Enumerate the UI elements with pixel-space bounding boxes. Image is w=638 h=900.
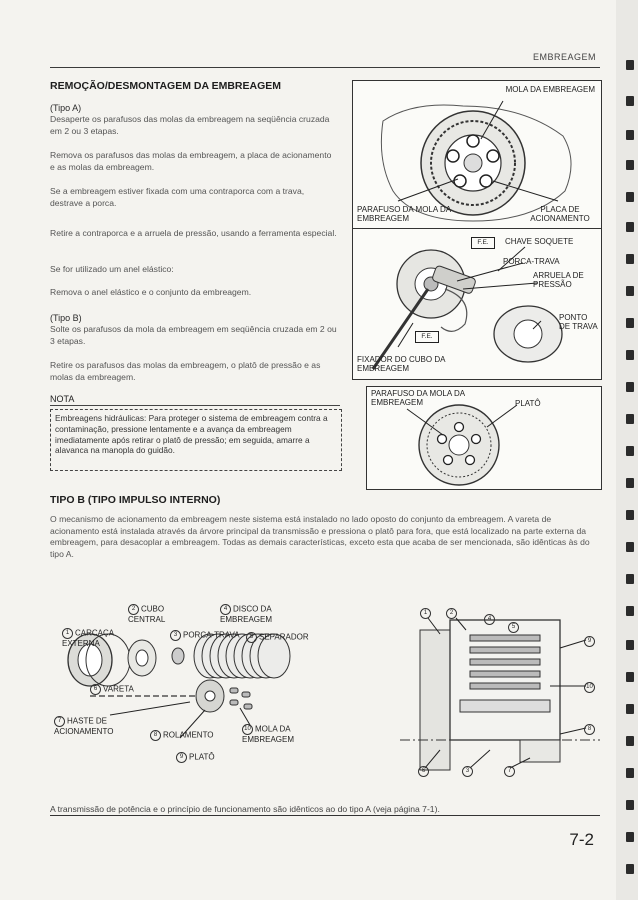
index-tab — [626, 736, 634, 746]
index-tab — [626, 350, 634, 360]
index-tab — [626, 286, 634, 296]
callout-center-hub: 2 CUBO CENTRAL — [128, 604, 166, 624]
page-number: 7-2 — [569, 830, 594, 849]
callout-pressure-plate: PLATÔ — [515, 399, 541, 408]
paragraph: Remova os parafusos das molas da embreagem, a placa de acionamento e as molas da embreagem. — [50, 150, 332, 172]
callout-lock-washer: ARRUELA DE PRESSÃO — [533, 271, 584, 289]
cross-section-label: 3 — [462, 766, 473, 777]
callout-outer-housing: 1 CARCAÇA EXTERNA — [62, 628, 114, 648]
callout-clutch-disc: 4 DISCO DA EMBREAGEM — [220, 604, 273, 624]
index-tab — [626, 542, 634, 552]
index-tab — [626, 222, 634, 232]
special-tool-tag: F.E. — [471, 237, 495, 249]
callout-spring-bolt: PARAFUSO DA MOLA DA EMBREAGEM — [357, 205, 451, 223]
index-tab — [626, 832, 634, 842]
cross-section-drawing — [400, 600, 600, 785]
callout-lock-nut: 3 PORCA-TRAVA — [170, 630, 240, 641]
index-tab — [626, 318, 634, 328]
callout-lock-nut: PORCA-TRAVA — [503, 257, 560, 266]
paragraph: Desaperte os parafusos das molas da embreagem na seqüência cruzada em 2 ou 3 etapas. — [50, 114, 330, 136]
index-tab — [626, 478, 634, 488]
index-tab — [626, 130, 634, 140]
index-tab — [626, 382, 634, 392]
index-tab — [626, 96, 634, 106]
callout-bearing: 8 ROLAMENTO — [150, 730, 230, 741]
cross-section-label: 9 — [584, 636, 595, 647]
paragraph: Se for utilizado um anel elástico: — [50, 264, 174, 274]
paragraph: O mecanismo de acionamento da embreagem neste sistema está instalado no lado oposto do conjunto da embreagem. A vareta de acionamento está instalada através da árvore principal da transmissão e pressiona o platô para fora, que está localizado na parte externa da embreagem, para desacoplar a embreagem. Todas as demais características, exceto esta que acaba de ser mencionada, são idênticas às do tipo A. — [50, 514, 590, 559]
index-tab — [626, 192, 634, 202]
index-tab — [626, 60, 634, 70]
index-tab — [626, 864, 634, 874]
section-title: REMOÇÃO/DESMONTAGEM DA EMBREAGEM — [50, 80, 281, 92]
callout-hub-holder: FIXADOR DO CUBO DA EMBREAGEM — [357, 355, 446, 373]
cross-section-label: 1 — [420, 608, 431, 619]
cross-section-label: 10 — [584, 682, 595, 693]
note-rule — [50, 405, 340, 406]
callout-spring-bolt: PARAFUSO DA MOLA DA EMBREAGEM — [371, 389, 465, 407]
paragraph: Remova o anel elástico e o conjunto da embreagem. — [50, 287, 252, 297]
paragraph: Retire os parafusos das molas da embreagem, o platô de pressão e as molas da embreagem. — [50, 360, 321, 382]
section-title: TIPO B (TIPO IMPULSO INTERNO) — [50, 494, 221, 506]
index-tab — [626, 446, 634, 456]
callout-clutch-spring: MOLA DA EMBREAGEM — [505, 85, 595, 94]
section-header: EMBREAGEM — [532, 52, 596, 62]
type-b-title: (Tipo B) — [50, 313, 82, 323]
paragraph: Retire a contraporca e a arruela de pressão, usando a ferramenta especial. — [50, 228, 337, 238]
index-tab — [626, 414, 634, 424]
callout-socket-wrench: CHAVE SOQUETE — [505, 237, 574, 246]
index-tab — [626, 704, 634, 714]
footer-note: A transmissão de potência e o princípio de funcionamento são idênticos ao do tipo A (veja página 7-1). — [50, 804, 440, 814]
index-tab — [626, 768, 634, 778]
cross-section-label: 6 — [418, 766, 429, 777]
note-box: Embreagens hidráulicas: Para proteger o sistema de embreagem contra a contaminação, pressione lentamente e a avança da embreagem imediatamente após retirar o platô de pressão; em seguida, amarre a alavanca na manopla do guidão. — [50, 409, 342, 471]
cross-section-label: 8 — [584, 724, 595, 735]
index-tab — [626, 160, 634, 170]
callout-lifter-plate: PLACA DE ACIONAMENTO — [530, 205, 590, 223]
special-tool-tag: F.E. — [415, 331, 439, 343]
callout-rod: 6 VARETA — [90, 684, 170, 695]
index-tab — [626, 800, 634, 810]
index-tab — [626, 640, 634, 650]
index-tab — [626, 672, 634, 682]
index-tab — [626, 510, 634, 520]
figure-exploded-view — [50, 600, 350, 785]
cross-section-label: 2 — [446, 608, 457, 619]
figure-clutch-springs — [352, 80, 602, 230]
footer-rule — [50, 815, 600, 816]
callout-separator: 5 SEPARADOR — [246, 632, 336, 643]
index-tab — [626, 254, 634, 264]
callout-lifter-piece: 7 HASTE DE ACIONAMENTO — [54, 716, 114, 736]
index-tab — [626, 606, 634, 616]
cross-section-label: 5 — [508, 622, 519, 633]
paragraph: Solte os parafusos da mola da embreagem em seqüência cruzada em 2 ou 3 etapas. — [50, 324, 337, 346]
callout-clutch-spring: 10 MOLA DA EMBREAGEM — [242, 724, 295, 744]
figure-pressure-plate — [366, 386, 602, 490]
callout-staking-point: PONTO DE TRAVA — [559, 313, 598, 331]
figure-lock-nut — [352, 228, 602, 380]
type-a-title: (Tipo A) — [50, 103, 82, 113]
callout-pressure-plate: 9 PLATÔ — [176, 752, 246, 763]
note-label: NOTA — [50, 394, 75, 404]
figure-cross-section — [400, 600, 600, 785]
header-rule — [50, 67, 600, 68]
cross-section-label: 4 — [484, 614, 495, 625]
index-tab — [626, 574, 634, 584]
paragraph: Se a embreagem estiver fixada com uma contraporca com a trava, destrave a porca. — [50, 186, 305, 208]
cross-section-label: 7 — [504, 766, 515, 777]
